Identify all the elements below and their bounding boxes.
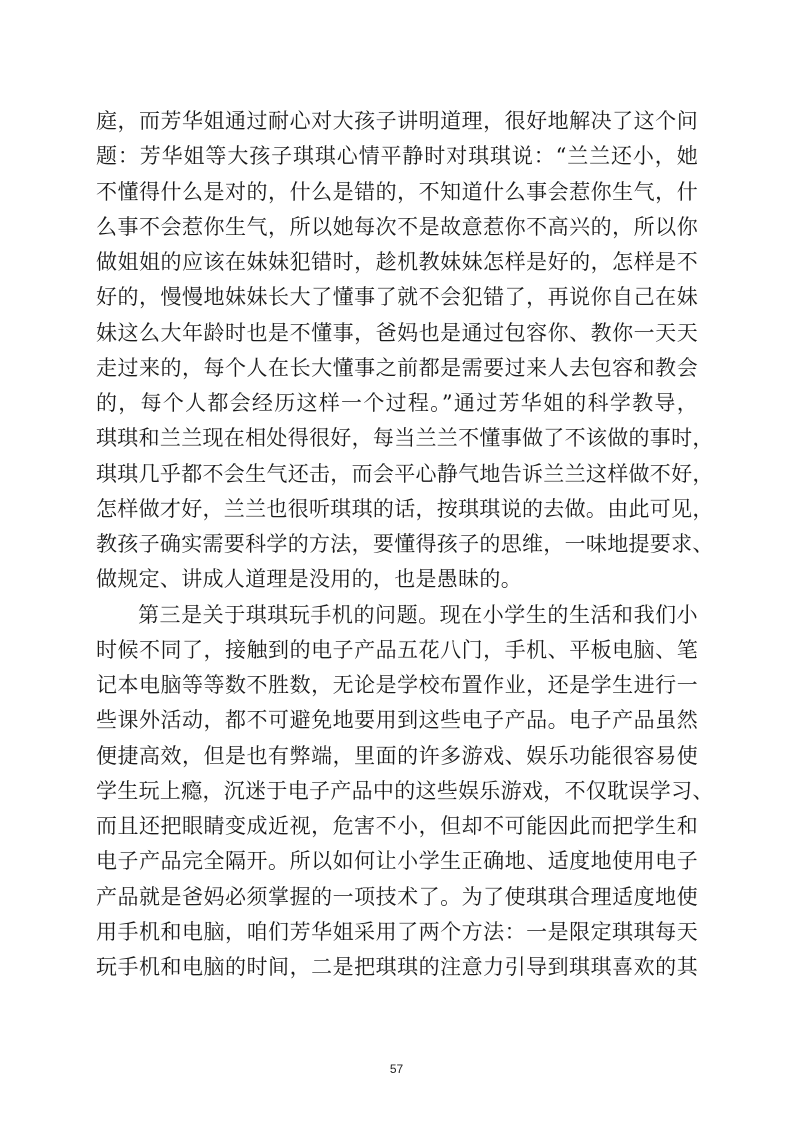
text-line: 做姐姐的应该在妹妹犯错时，趁机教妹妹怎样是好的，怎样是不 (96, 250, 698, 274)
page-number: 57 (389, 1062, 404, 1076)
text-line: 电子产品完全隔开。所以如何让小学生正确地、适度地使用电子 (96, 849, 698, 874)
text-line: 而且还把眼睛变成近视，危害不小，但却不可能因此而把学生和 (96, 814, 698, 838)
text-line: 些课外活动，都不可避免地要用到这些电子产品。电子产品虽然 (96, 708, 698, 733)
text-line: 记本电脑等等数不胜数，无论是学校布置作业，还是学生进行一 (96, 673, 698, 697)
text-line: 玩手机和电脑的时间，二是把琪琪的注意力引导到琪琪喜欢的其 (96, 955, 698, 979)
text-line: 不懂得什么是对的，什么是错的，不知道什么事会惹你生气，什 (96, 179, 698, 204)
paragraph-1 (96, 104, 714, 598)
text-line: 琪琪和兰兰现在相处得很好，每当兰兰不懂事做了不该做的事时， (96, 426, 714, 451)
text-line: 用手机和电脑，咱们芳华姐采用了两个方法：一是限定琪琪每天 (96, 919, 698, 944)
paragraph-2 (96, 598, 714, 986)
text-line: 产品就是爸妈必须掌握的一项技术了。为了使琪琪合理适度地使 (96, 884, 698, 909)
text-line: 么事不会惹你生气，所以她每次不是故意惹你不高兴的，所以你 (96, 214, 698, 239)
text-line: 题：芳华姐等大孩子琪琪心情平静时对琪琪说：“兰兰还小，她 (96, 144, 698, 169)
text-line: 琪琪几乎都不会生气还击，而会平心静气地告诉兰兰这样做不好， (96, 461, 714, 486)
text-line: 做规定、讲成人道理是没用的，也是愚昧的。 (96, 567, 522, 592)
text-line: 学生玩上瘾，沉迷于电子产品中的这些娱乐游戏，不仅耽误学习、 (96, 778, 714, 803)
text-line: 好的，慢慢地妹妹长大了懂事了就不会犯错了，再说你自己在妹 (96, 285, 698, 310)
text-line: 第三是关于琪琪玩手机的问题。现在小学生的生活和我们小 (138, 602, 698, 627)
text-line: 时候不同了，接触到的电子产品五花八门，手机、平板电脑、笔 (96, 637, 698, 662)
text-line: 便捷高效，但是也有弊端，里面的许多游戏、娱乐功能很容易使 (96, 743, 698, 768)
body-text (96, 104, 714, 985)
text-line: 庭，而芳华姐通过耐心对大孩子讲明道理，很好地解决了这个问 (96, 109, 698, 133)
text-line: 的，每个人都会经历这样一个过程。”通过芳华姐的科学教导， (96, 391, 698, 415)
text-line: 教孩子确实需要科学的方法，要懂得孩子的思维，一味地提要求、 (96, 532, 714, 556)
text-line: 怎样做才好，兰兰也很听琪琪的话，按琪琪说的去做。由此可见， (96, 496, 714, 521)
text-line: 走过来的，每个人在长大懂事之前都是需要过来人去包容和教会 (96, 355, 698, 380)
text-line: 妹这么大年龄时也是不懂事，爸妈也是通过包容你、教你一天天 (96, 320, 698, 345)
